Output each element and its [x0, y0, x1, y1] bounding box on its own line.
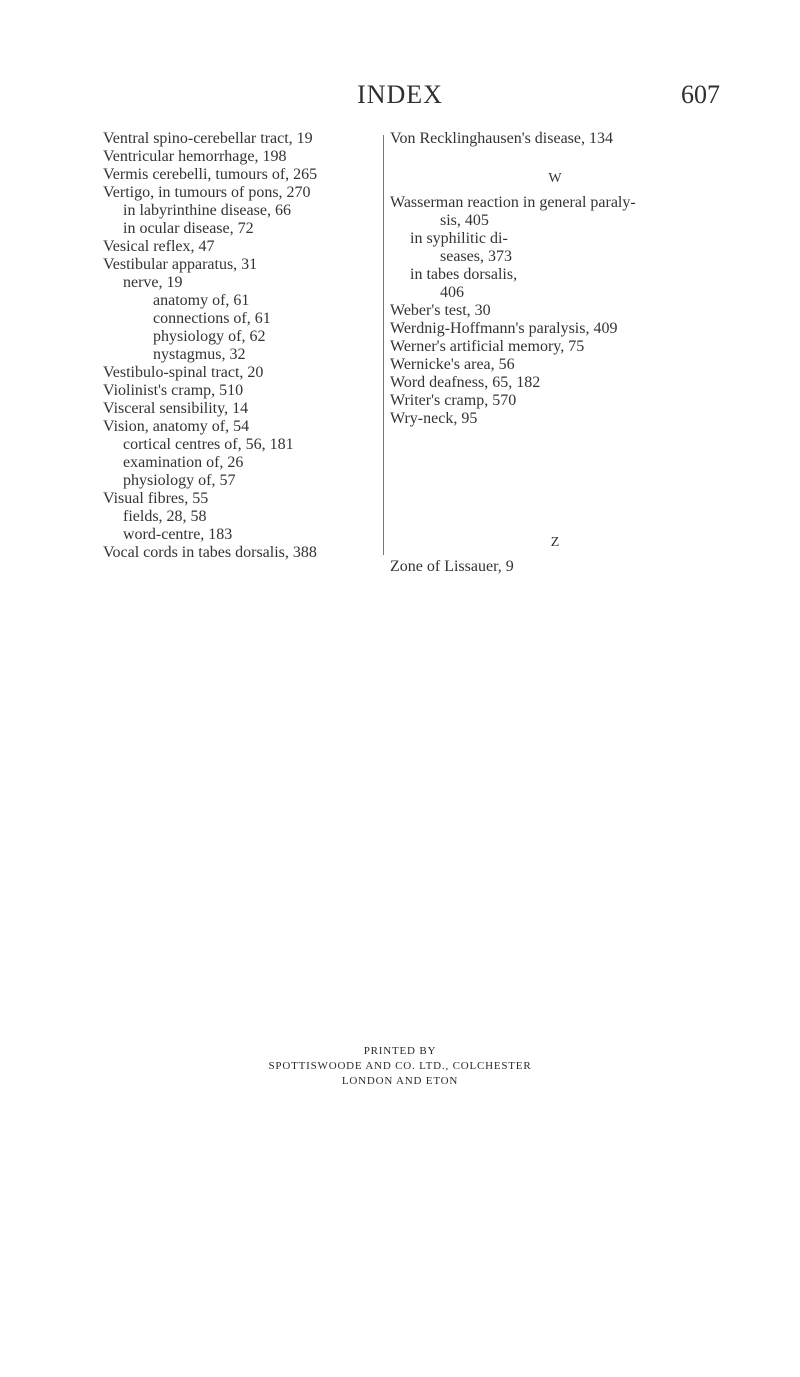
index-entry: anatomy of, 61: [153, 292, 250, 309]
index-entry: seases, 373: [440, 248, 512, 265]
index-entry: Vocal cords in tabes dorsalis, 388: [103, 544, 317, 561]
left-index-column: [103, 130, 388, 562]
index-entry: sis, 405: [440, 212, 489, 229]
index-entry: Vision, anatomy of, 54: [103, 418, 250, 435]
index-entry: fields, 28, 58: [123, 508, 207, 525]
index-entry: examination of, 26: [123, 454, 244, 471]
v-entries: [390, 130, 720, 148]
index-entry: word-centre, 183: [123, 526, 233, 543]
index-entry: Wernicke's area, 56: [390, 356, 515, 373]
imprint-line-2: SPOTTISWOODE AND CO. LTD., COLCHESTER: [268, 1060, 532, 1072]
index-entry: Visual fibres, 55: [103, 490, 209, 507]
column-divider: [383, 135, 384, 555]
index-entry: physiology of, 62: [153, 328, 266, 345]
section-letter-w: W: [548, 171, 562, 186]
index-entry: Ventral spino-cerebellar tract, 19: [103, 130, 313, 147]
index-entry: in labyrinthine disease, 66: [123, 202, 291, 219]
page-number: 607: [681, 80, 720, 109]
index-entry: nerve, 19: [123, 274, 183, 291]
index-entry: Word deafness, 65, 182: [390, 374, 541, 391]
index-entry: connections of, 61: [153, 310, 271, 327]
printer-imprint: [0, 1044, 800, 1089]
imprint-line-3: LONDON AND ETON: [341, 1075, 459, 1087]
index-entry: Wry-neck, 95: [390, 410, 478, 427]
index-entry: Zone of Lissauer, 9: [390, 558, 514, 575]
imprint-line-1: PRINTED BY: [363, 1045, 437, 1057]
z-entries: [390, 558, 720, 576]
index-entry: Violinist's cramp, 510: [103, 382, 244, 399]
index-entry: cortical centres of, 56, 181: [123, 436, 294, 453]
index-entry: Vesical reflex, 47: [103, 238, 215, 255]
index-entry: in ocular disease, 72: [123, 220, 254, 237]
index-entry: Von Recklinghausen's disease, 134: [390, 130, 613, 147]
index-entry: Ventricular hemorrhage, 198: [103, 148, 287, 165]
w-entries: [390, 194, 720, 428]
index-entry: in syphilitic di-: [410, 230, 508, 247]
index-entry: Vermis cerebelli, tumours of, 265: [103, 166, 318, 183]
index-entry: 406: [440, 284, 464, 301]
index-entry: physiology of, 57: [123, 472, 236, 489]
index-entry: Writer's cramp, 570: [390, 392, 517, 409]
page-title: INDEX: [357, 80, 443, 109]
index-entry: Vestibular apparatus, 31: [103, 256, 258, 273]
index-entry: Vestibulo-spinal tract, 20: [103, 364, 264, 381]
right-index-column: [390, 130, 720, 576]
index-entry: Visceral sensibility, 14: [103, 400, 249, 417]
index-entry: Werner's artificial memory, 75: [390, 338, 585, 355]
index-entry: in tabes dorsalis,: [410, 266, 518, 283]
index-entry: Weber's test, 30: [390, 302, 491, 319]
section-letter-z: Z: [550, 535, 560, 550]
index-entry: nystagmus, 32: [153, 346, 246, 363]
index-entry: Werdnig-Hoffmann's paralysis, 409: [390, 320, 618, 337]
index-entry: Vertigo, in tumours of pons, 270: [103, 184, 311, 201]
index-entry: Wasserman reaction in general paraly-: [390, 194, 636, 211]
